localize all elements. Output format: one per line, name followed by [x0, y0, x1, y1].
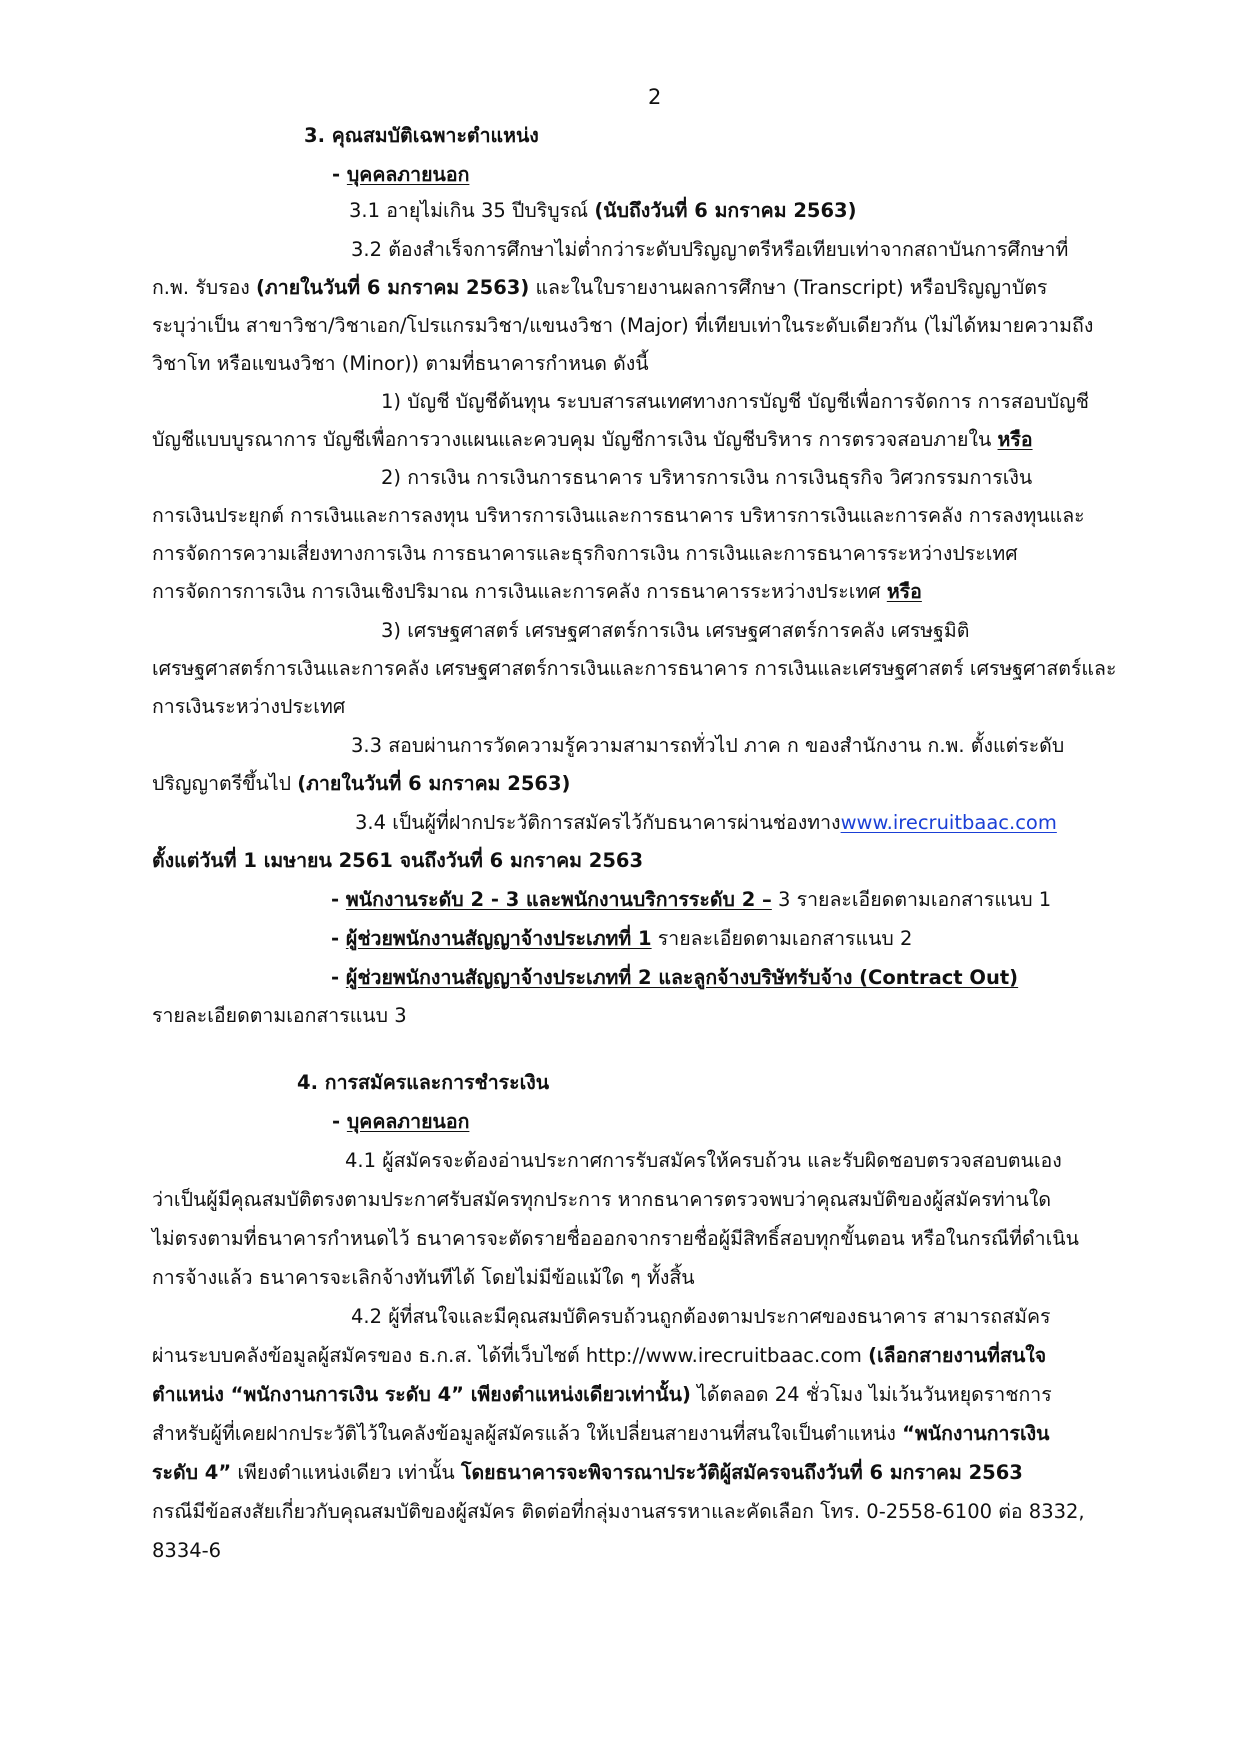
item-4-1-line-4: การจ้างแล้ว ธนาคารจะเลิกจ้างทันทีได้ โดยไม่มีข้อแม้ใด ๆ ทั้งสิ้น — [152, 1266, 695, 1289]
item-4-2-line-6: กรณีมีข้อสงสัยเกี่ยวกับคุณสมบัติของผู้สมัคร ติดต่อที่กลุ่มงานสรรหาและคัดเลือก โทร. 0-2558-6100 ต่อ 8332, — [152, 1500, 1085, 1523]
group-2-line-1: 2) การเงิน การเงินการธนาคาร บริหารการเงิน การเงินธุรกิจ วิศวกรรมการเงิน — [381, 466, 1033, 489]
item-4-2-line-2: ผ่านระบบคลังข้อมูลผู้สมัครของ ธ.ก.ส. ได้ที่เว็บไซต์ http://www.irecruitbaac.com (เลือกสายงานที่สนใจ — [152, 1344, 1047, 1367]
item-3-3-line-2: ปริญญาตรีขึ้นไป (ภายในวันที่ 6 มกราคม 2563) — [152, 772, 571, 795]
item-4-2-line-1: 4.2 ผู้ที่สนใจและมีคุณสมบัติครบถ้วนถูกต้องตามประกาศของธนาคาร สามารถสมัคร — [351, 1305, 1051, 1328]
group-2-line-4: การจัดการการเงิน การเงินเชิงปริมาณ การเงินและการคลัง การธนาคารระหว่างประเทศ หรือ — [152, 580, 922, 603]
item-3-2-line-4: วิชาโท หรือแขนงวิชา (Minor)) ตามที่ธนาคารกำหนด ดังนี้ — [152, 352, 649, 375]
item-3-4-line-2: ตั้งแต่วันที่ 1 เมษายน 2561 จนถึงวันที่ 6 มกราคม 2563 — [152, 849, 644, 872]
section-4-subheading: - บุคคลภายนอก — [332, 1110, 470, 1133]
group-3-line-3: การเงินระหว่างประเทศ — [152, 695, 346, 718]
group-1-line-2: บัญชีแบบบูรณาการ บัญชีเพื่อการวางแผนและควบคุม บัญชีการเงิน บัญชีบริหาร การตรวจสอบภายใน หรือ — [152, 428, 1033, 451]
section-3-heading: 3. คุณสมบัติเฉพาะตำแหน่ง — [304, 124, 539, 147]
item-3-3-line-1: 3.3 สอบผ่านการวัดความรู้ความสามารถทั่วไป ภาค ก ของสำนักงาน ก.พ. ตั้งแต่ระดับ — [351, 734, 1065, 757]
item-3-1: 3.1 อายุไม่เกิน 35 ปีบริบูรณ์ (นับถึงวันที่ 6 มกราคม 2563) — [349, 199, 857, 222]
item-4-2-line-3: ตำแหน่ง “พนักงานการเงิน ระดับ 4” เพียงตำแหน่งเดียวเท่านั้น) ได้ตลอด 24 ชั่วโมง ไม่เว้นวันหยุดราชการ — [152, 1383, 1052, 1406]
section-3-subheading: - บุคคลภายนอก — [332, 163, 470, 186]
page-number: 2 — [648, 85, 662, 109]
group-2-line-3: การจัดการความเสี่ยงทางการเงิน การธนาคารและธุรกิจการเงิน การเงินและการธนาคารระหว่างประเทศ — [152, 542, 1018, 565]
item-3-4-line-1: 3.4 เป็นผู้ที่ฝากประวัติการสมัครไว้กับธนาคารผ่านช่องทางwww.irecruitbaac.com — [355, 811, 1057, 834]
bullet-contract-type-1: - ผู้ช่วยพนักงานสัญญาจ้างประเภทที่ 1 รายละเอียดตามเอกสารแนบ 2 — [331, 927, 913, 950]
item-4-2-line-7: 8334-6 — [152, 1539, 222, 1562]
item-3-2-line-1: 3.2 ต้องสำเร็จการศึกษาไม่ต่ำกว่าระดับปริญญาตรีหรือเทียบเท่าจากสถาบันการศึกษาที่ — [351, 238, 1069, 261]
item-3-2-line-3: ระบุว่าเป็น สาขาวิชา/วิชาเอก/โปรแกรมวิชา/แขนงวิชา (Major) ที่เทียบเท่าในระดับเดียวกัน (ไม่ได้หมายความถึง — [152, 314, 1094, 337]
item-4-1-line-2: ว่าเป็นผู้มีคุณสมบัติตรงตามประกาศรับสมัครทุกประการ หากธนาคารตรวจพบว่าคุณสมบัติของผู้สมัครท่านใด — [152, 1188, 1052, 1211]
group-3-line-1: 3) เศรษฐศาสตร์ เศรษฐศาสตร์การเงิน เศรษฐศาสตร์การคลัง เศรษฐมิติ — [381, 619, 970, 642]
item-4-2-line-5: ระดับ 4” เพียงตำแหน่งเดียว เท่านั้น โดยธนาคารจะพิจารณาประวัติผู้สมัครจนถึงวันที่ 6 มกราคม 2563 — [152, 1461, 1023, 1484]
bullet-contract-type-2-cont: รายละเอียดตามเอกสารแนบ 3 — [152, 1004, 407, 1027]
bullet-contract-type-2: - ผู้ช่วยพนักงานสัญญาจ้างประเภทที่ 2 และลูกจ้างบริษัทรับจ้าง (Contract Out) — [331, 966, 1019, 989]
item-3-2-line-2: ก.พ. รับรอง (ภายในวันที่ 6 มกราคม 2563) และในใบรายงานผลการศึกษา (Transcript) หรือปริญญาบัตร — [152, 276, 1048, 299]
item-4-1-line-1: 4.1 ผู้สมัครจะต้องอ่านประกาศการรับสมัครให้ครบถ้วน และรับผิดชอบตรวจสอบตนเอง — [345, 1149, 1062, 1172]
section-4-heading: 4. การสมัครและการชำระเงิน — [297, 1071, 550, 1094]
bullet-staff-level: - พนักงานระดับ 2 - 3 และพนักงานบริการระดับ 2 – 3 รายละเอียดตามเอกสารแนบ 1 — [331, 888, 1052, 911]
item-4-1-line-3: ไม่ตรงตามที่ธนาคารกำหนดไว้ ธนาคารจะตัดรายชื่อออกจากรายชื่อผู้มีสิทธิ์สอบทุกขั้นตอน หรือในกรณีที่ดำเนิน — [152, 1227, 1079, 1250]
group-3-line-2: เศรษฐศาสตร์การเงินและการคลัง เศรษฐศาสตร์การเงินและการธนาคาร การเงินและเศรษฐศาสตร์ เศรษฐศาสตร์และ — [152, 657, 1117, 680]
irecruit-link[interactable]: www.irecruitbaac.com — [840, 811, 1057, 834]
item-4-2-line-4: สำหรับผู้ที่เคยฝากประวัติไว้ในคลังข้อมูลผู้สมัครแล้ว ให้เปลี่ยนสายงานที่สนใจเป็นตำแหน่ง “พนักงานการเงิน — [152, 1422, 1050, 1445]
group-1-line-1: 1) บัญชี บัญชีต้นทุน ระบบสารสนเทศทางการบัญชี บัญชีเพื่อการจัดการ การสอบบัญชี — [381, 390, 1090, 413]
group-2-line-2: การเงินประยุกต์ การเงินและการลงทุน บริหารการเงินและการธนาคาร บริหารการเงินและการคลัง การลงทุนและ — [152, 504, 1085, 527]
